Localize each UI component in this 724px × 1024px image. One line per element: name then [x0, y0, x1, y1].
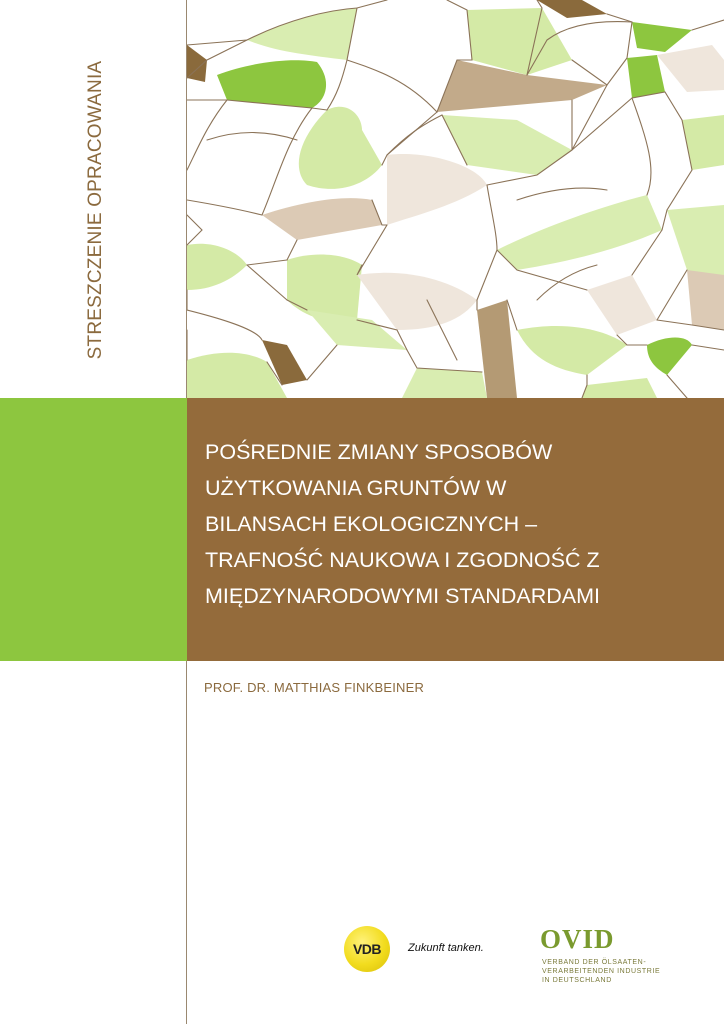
title-line: BILANSACH EKOLOGICZNYCH – [205, 512, 538, 536]
green-accent-band [0, 398, 187, 661]
field-map-illustration [187, 0, 724, 398]
ovid-logo [540, 924, 690, 994]
title-line: UŻYTKOWANIA GRUNTÓW W [205, 476, 507, 500]
title-line: POŚREDNIE ZMIANY SPOSOBÓW [205, 440, 553, 464]
title-line: TRAFNOŚĆ NAUKOWA I ZGODNOŚĆ Z [205, 548, 600, 572]
series-label-text: STRESZCZENIE OPRACOWANIA [85, 60, 106, 360]
ovid-subtitle-line: VERBAND DER ÖLSAATEN- [542, 959, 647, 966]
ovid-logo-subtitle [542, 958, 660, 985]
ovid-logo-mark: OVID [540, 924, 615, 954]
arrow-right-icon [102, 905, 168, 945]
title-line: MIĘDZYNARODOWYMI STANDARDAMI [205, 584, 600, 608]
vdb-logo-mark [344, 926, 390, 972]
ovid-subtitle-line: IN DEUTSCHLAND [542, 977, 612, 984]
vdb-logo-text: VDB [352, 941, 382, 957]
vdb-logo [344, 926, 484, 972]
ovid-subtitle-line: VERARBEITENDEN INDUSTRIE [542, 968, 661, 975]
title-band [187, 398, 724, 661]
vdb-slogan: Zukunft tanken. [408, 942, 484, 954]
author-name: PROF. DR. MATTHIAS FINKBEINER [204, 680, 425, 695]
document-title [205, 434, 705, 614]
